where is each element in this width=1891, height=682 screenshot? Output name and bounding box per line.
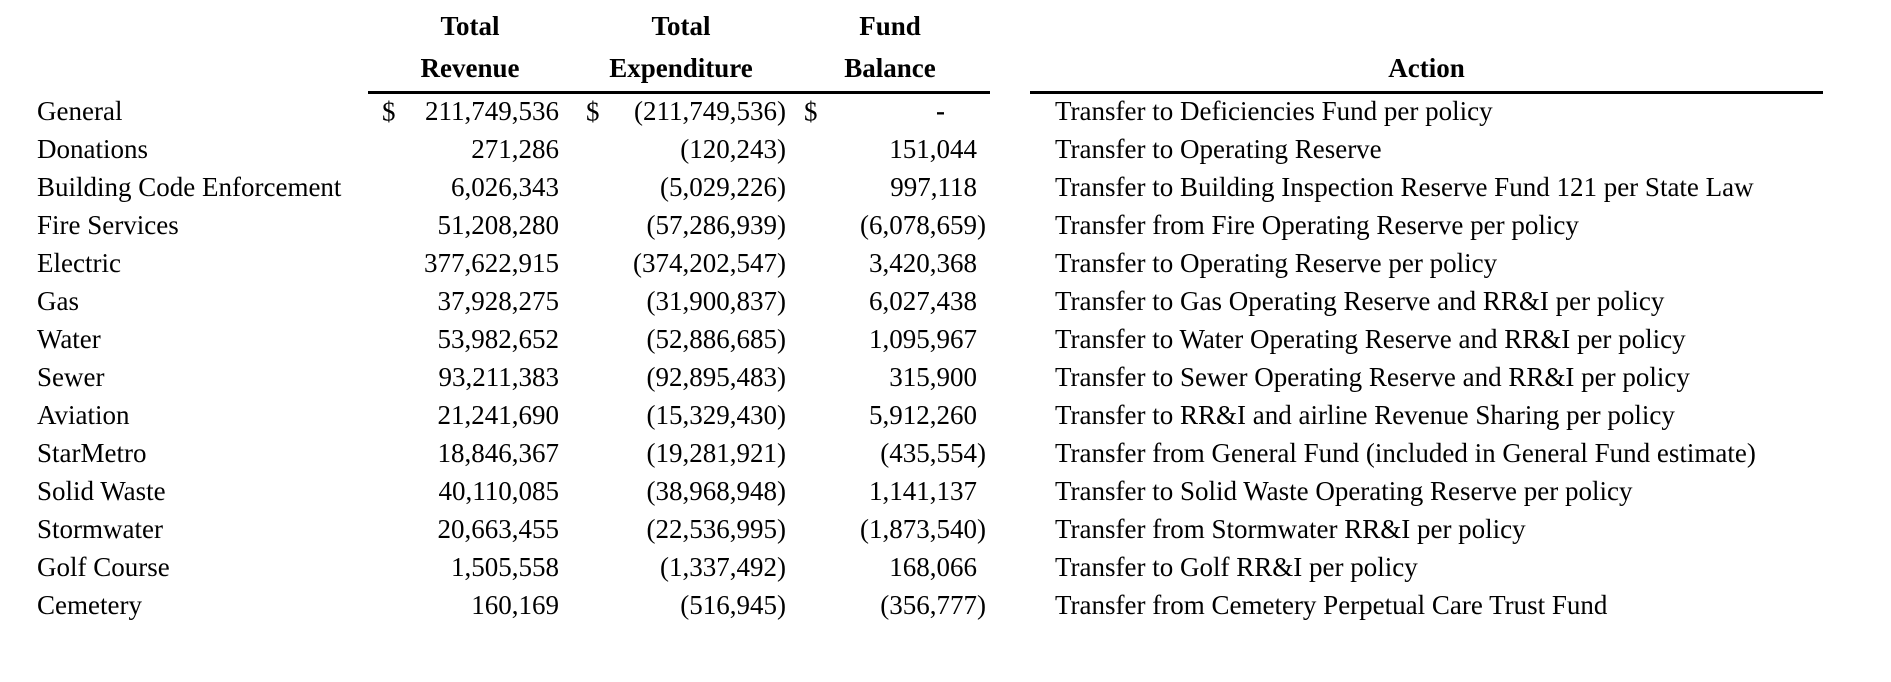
action-cell: Transfer to Operating Reserve — [1055, 133, 1382, 164]
revenue-cell — [368, 206, 572, 244]
revenue-cell-value: 21,241,690 — [437, 399, 559, 430]
action-cell: Transfer to Gas Operating Reserve and RR&I per policy — [1055, 285, 1665, 316]
balance-cell — [790, 206, 990, 244]
revenue-cell — [368, 320, 572, 358]
expenditure-cell — [572, 130, 790, 168]
table-row — [0, 358, 1823, 396]
currency-symbol: $ — [804, 96, 818, 127]
balance-cell-value: (6,078,659) — [860, 209, 986, 240]
fund-name-cell: Golf Course — [37, 551, 170, 582]
total-expenditure-header-line2: Expenditure — [572, 42, 790, 92]
balance-cell — [790, 282, 990, 320]
action-cell: Transfer to Golf RR&I per policy — [1055, 551, 1418, 582]
expenditure-cell — [572, 168, 790, 206]
revenue-cell — [368, 472, 572, 510]
fund-name-cell: Gas — [37, 285, 79, 316]
currency-symbol: $ — [382, 96, 396, 127]
action-cell: Transfer from General Fund (included in General Fund estimate) — [1055, 437, 1756, 468]
column-gap — [990, 244, 1030, 282]
revenue-cell — [368, 510, 572, 548]
expenditure-cell-value: (5,029,226) — [660, 171, 786, 202]
table-row — [0, 244, 1823, 282]
balance-cell — [790, 92, 990, 130]
balance-cell-value: 1,141,137 — [869, 475, 977, 506]
balance-cell — [790, 320, 990, 358]
column-gap — [990, 358, 1030, 396]
column-gap — [990, 168, 1030, 206]
table-row — [0, 548, 1823, 586]
expenditure-cell — [572, 434, 790, 472]
header-row-2 — [0, 42, 1823, 92]
expenditure-cell-value: (374,202,547) — [633, 247, 786, 278]
balance-cell — [790, 358, 990, 396]
balance-cell — [790, 510, 990, 548]
revenue-cell — [368, 92, 572, 130]
column-gap — [990, 472, 1030, 510]
revenue-cell-value: 1,505,558 — [451, 551, 559, 582]
table-row — [0, 206, 1823, 244]
action-cell: Transfer to Sewer Operating Reserve and RR&I per policy — [1055, 361, 1690, 392]
total-expenditure-header-line1: Total — [651, 11, 711, 41]
column-gap — [990, 434, 1030, 472]
action-cell: Transfer from Stormwater RR&I per policy — [1055, 513, 1526, 544]
column-gap — [990, 548, 1030, 586]
expenditure-cell-value: (15,329,430) — [646, 399, 786, 430]
expenditure-cell — [572, 548, 790, 586]
action-cell: Transfer to Building Inspection Reserve Fund 121 per State Law — [1055, 171, 1754, 202]
fund-name-cell: General — [37, 95, 123, 126]
expenditure-cell-value: (31,900,837) — [646, 285, 786, 316]
expenditure-cell-value: (211,749,536) — [634, 96, 786, 127]
action-header: Action — [1030, 42, 1823, 92]
action-cell: Transfer to Water Operating Reserve and RR&I per policy — [1055, 323, 1686, 354]
revenue-cell — [368, 282, 572, 320]
column-gap — [990, 282, 1030, 320]
revenue-cell-value: 6,026,343 — [451, 171, 559, 202]
expenditure-cell — [572, 320, 790, 358]
expenditure-cell — [572, 92, 790, 130]
fund-name-cell: Aviation — [37, 399, 130, 430]
balance-cell — [790, 434, 990, 472]
table-header — [0, 0, 1823, 92]
expenditure-cell — [572, 510, 790, 548]
revenue-cell-value: 51,208,280 — [437, 209, 559, 240]
header-row-1 — [0, 0, 1823, 42]
expenditure-cell-value: (57,286,939) — [646, 209, 786, 240]
column-gap-header — [990, 42, 1030, 92]
table-row — [0, 586, 1823, 624]
balance-cell — [790, 548, 990, 586]
expenditure-cell — [572, 282, 790, 320]
balance-cell-value: 6,027,438 — [869, 285, 977, 316]
balance-cell-value: 315,900 — [889, 361, 977, 392]
balance-cell-value: 997,118 — [890, 171, 977, 202]
expenditure-cell — [572, 206, 790, 244]
expenditure-cell — [572, 358, 790, 396]
balance-cell — [790, 586, 990, 624]
action-cell: Transfer to Operating Reserve per policy — [1055, 247, 1498, 278]
revenue-cell-value: 53,982,652 — [437, 323, 559, 354]
expenditure-cell-value: (19,281,921) — [646, 437, 786, 468]
table-row — [0, 130, 1823, 168]
balance-cell-value: 5,912,260 — [869, 399, 977, 430]
table-row — [0, 92, 1823, 130]
column-gap — [990, 206, 1030, 244]
column-gap — [990, 586, 1030, 624]
expenditure-cell — [572, 244, 790, 282]
balance-cell-value: 151,044 — [889, 133, 977, 164]
revenue-cell — [368, 168, 572, 206]
balance-cell — [790, 472, 990, 510]
fund-name-cell: Stormwater — [37, 513, 163, 544]
revenue-cell-value: 20,663,455 — [437, 513, 559, 544]
table-row — [0, 320, 1823, 358]
balance-cell-value: - — [936, 96, 945, 127]
balance-cell-value: (356,777) — [880, 589, 986, 620]
expenditure-cell-value: (516,945) — [680, 589, 786, 620]
expenditure-cell — [572, 472, 790, 510]
fund-name-cell: Fire Services — [37, 209, 179, 240]
action-cell: Transfer to Deficiencies Fund per policy — [1055, 96, 1493, 127]
expenditure-cell — [572, 586, 790, 624]
action-cell: Transfer to Solid Waste Operating Reserve per policy — [1055, 475, 1633, 506]
expenditure-cell-value: (1,337,492) — [660, 551, 786, 582]
expenditure-cell-value: (38,968,948) — [646, 475, 786, 506]
fund-name-cell: Donations — [37, 133, 148, 164]
balance-cell-value: 168,066 — [889, 551, 977, 582]
revenue-cell — [368, 130, 572, 168]
balance-cell-value: 1,095,967 — [869, 323, 977, 354]
balance-cell — [790, 168, 990, 206]
fund-name-cell: Sewer — [37, 361, 105, 392]
revenue-cell — [368, 396, 572, 434]
column-gap — [990, 130, 1030, 168]
fund-name-cell: Solid Waste — [37, 475, 166, 506]
balance-cell — [790, 130, 990, 168]
expenditure-cell — [572, 396, 790, 434]
revenue-cell — [368, 244, 572, 282]
revenue-cell-value: 377,622,915 — [424, 247, 559, 278]
revenue-cell — [368, 358, 572, 396]
balance-cell-value: 3,420,368 — [869, 247, 977, 278]
revenue-cell-value: 40,110,085 — [438, 475, 559, 506]
table-row — [0, 282, 1823, 320]
fund-name-cell: StarMetro — [37, 437, 147, 468]
table-row — [0, 510, 1823, 548]
fund-column-header-blank — [0, 0, 368, 42]
balance-cell — [790, 396, 990, 434]
table-row — [0, 168, 1823, 206]
revenue-cell-value: 211,749,536 — [425, 96, 559, 127]
balance-cell-value: (435,554) — [880, 437, 986, 468]
balance-cell — [790, 244, 990, 282]
action-cell: Transfer from Fire Operating Reserve per policy — [1055, 209, 1579, 240]
action-header-blank — [1030, 0, 1823, 42]
fund-column-header-blank — [0, 42, 368, 92]
currency-symbol: $ — [586, 96, 600, 127]
table-row — [0, 396, 1823, 434]
revenue-cell-value: 93,211,383 — [438, 361, 559, 392]
revenue-cell-value: 160,169 — [471, 589, 559, 620]
column-gap-header — [990, 0, 1030, 42]
total-revenue-header-line1: Total — [440, 11, 500, 41]
revenue-cell — [368, 586, 572, 624]
column-gap — [990, 510, 1030, 548]
expenditure-cell-value: (92,895,483) — [646, 361, 786, 392]
fund-name-cell: Electric — [37, 247, 121, 278]
expenditure-cell-value: (52,886,685) — [646, 323, 786, 354]
expenditure-cell-value: (22,536,995) — [646, 513, 786, 544]
revenue-cell — [368, 434, 572, 472]
column-gap — [990, 396, 1030, 434]
table-row — [0, 434, 1823, 472]
column-gap — [990, 92, 1030, 130]
fund-name-cell: Water — [37, 323, 101, 354]
balance-cell-value: (1,873,540) — [860, 513, 986, 544]
expenditure-cell-value: (120,243) — [680, 133, 786, 164]
action-cell: Transfer from Cemetery Perpetual Care Trust Fund — [1055, 589, 1608, 620]
table-body — [0, 92, 1823, 624]
action-cell: Transfer to RR&I and airline Revenue Sharing per policy — [1055, 399, 1675, 430]
revenue-cell-value: 37,928,275 — [437, 285, 559, 316]
table-row — [0, 472, 1823, 510]
revenue-cell-value: 18,846,367 — [437, 437, 559, 468]
fund-balance-header-line1: Fund — [859, 11, 921, 41]
fund-balance-header-line2: Balance — [790, 42, 990, 92]
column-gap — [990, 320, 1030, 358]
revenue-cell-value: 271,286 — [471, 133, 559, 164]
total-revenue-header-line2: Revenue — [368, 42, 572, 92]
fund-name-cell: Building Code Enforcement — [37, 171, 342, 202]
fund-name-cell: Cemetery — [37, 589, 142, 620]
revenue-cell — [368, 548, 572, 586]
